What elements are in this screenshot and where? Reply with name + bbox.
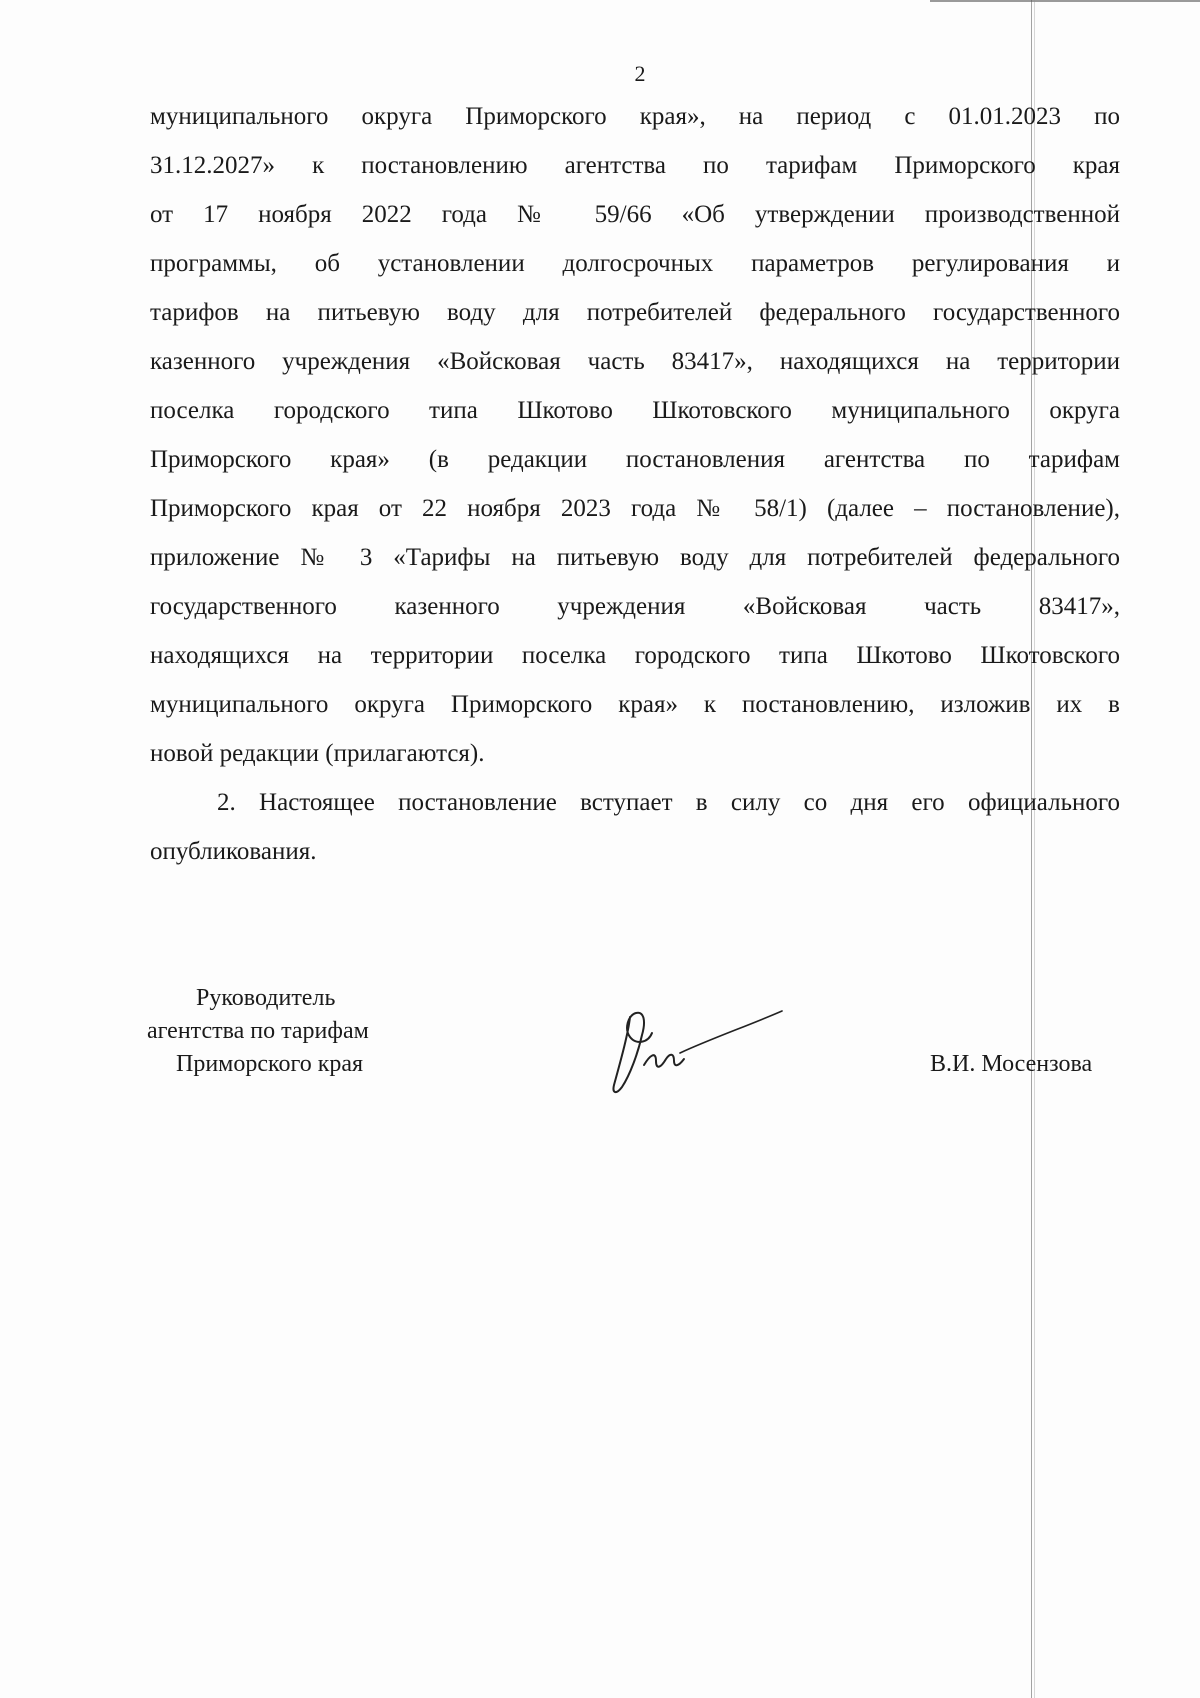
handwritten-signature	[600, 995, 790, 1105]
body-line: казенного учреждения «Войсковая часть 83417», находящихся на территории	[150, 348, 1120, 375]
signer-title-line: агентства по тарифам	[147, 1018, 369, 1044]
body-line: поселка городского типа Шкотово Шкотовского муниципального округа	[150, 397, 1120, 424]
body-line: тарифов на питьевую воду для потребителей федерального государственного	[150, 299, 1120, 326]
clause-2-line: опубликования.	[150, 838, 317, 865]
body-line: находящихся на территории поселка городского типа Шкотово Шкотовского	[150, 642, 1120, 669]
page-number: 2	[634, 61, 646, 86]
signer-title-line: Руководитель	[196, 985, 336, 1011]
scan-edge	[930, 0, 1200, 2]
signer-title-line: Приморского края	[176, 1051, 364, 1077]
body-line: Приморского края от 22 ноября 2023 года № 58/1) (далее – постановление),	[150, 495, 1120, 522]
body-line: государственного казенного учреждения «Войсковая часть 83417»,	[150, 593, 1120, 620]
clause-2-line: 2. Настоящее постановление вступает в силу со дня его официального	[217, 789, 1120, 816]
body-line: приложение № 3 «Тарифы на питьевую воду для потребителей федерального	[150, 544, 1120, 571]
body-line: муниципального округа Приморского края», на период с 01.01.2023 по	[150, 103, 1120, 130]
signer-name: В.И. Мосензова	[930, 1051, 1093, 1077]
body-line: от 17 ноября 2022 года № 59/66 «Об утверждении производственной	[150, 201, 1120, 228]
body-line: новой редакции (прилагаются).	[150, 740, 485, 767]
body-line: 31.12.2027» к постановлению агентства по тарифам Приморского края	[150, 152, 1120, 179]
body-line: муниципального округа Приморского края» к постановлению, изложив их в	[150, 691, 1120, 718]
body-line: программы, об установлении долгосрочных параметров регулирования и	[150, 250, 1120, 277]
body-line: Приморского края» (в редакции постановления агентства по тарифам	[150, 446, 1120, 473]
